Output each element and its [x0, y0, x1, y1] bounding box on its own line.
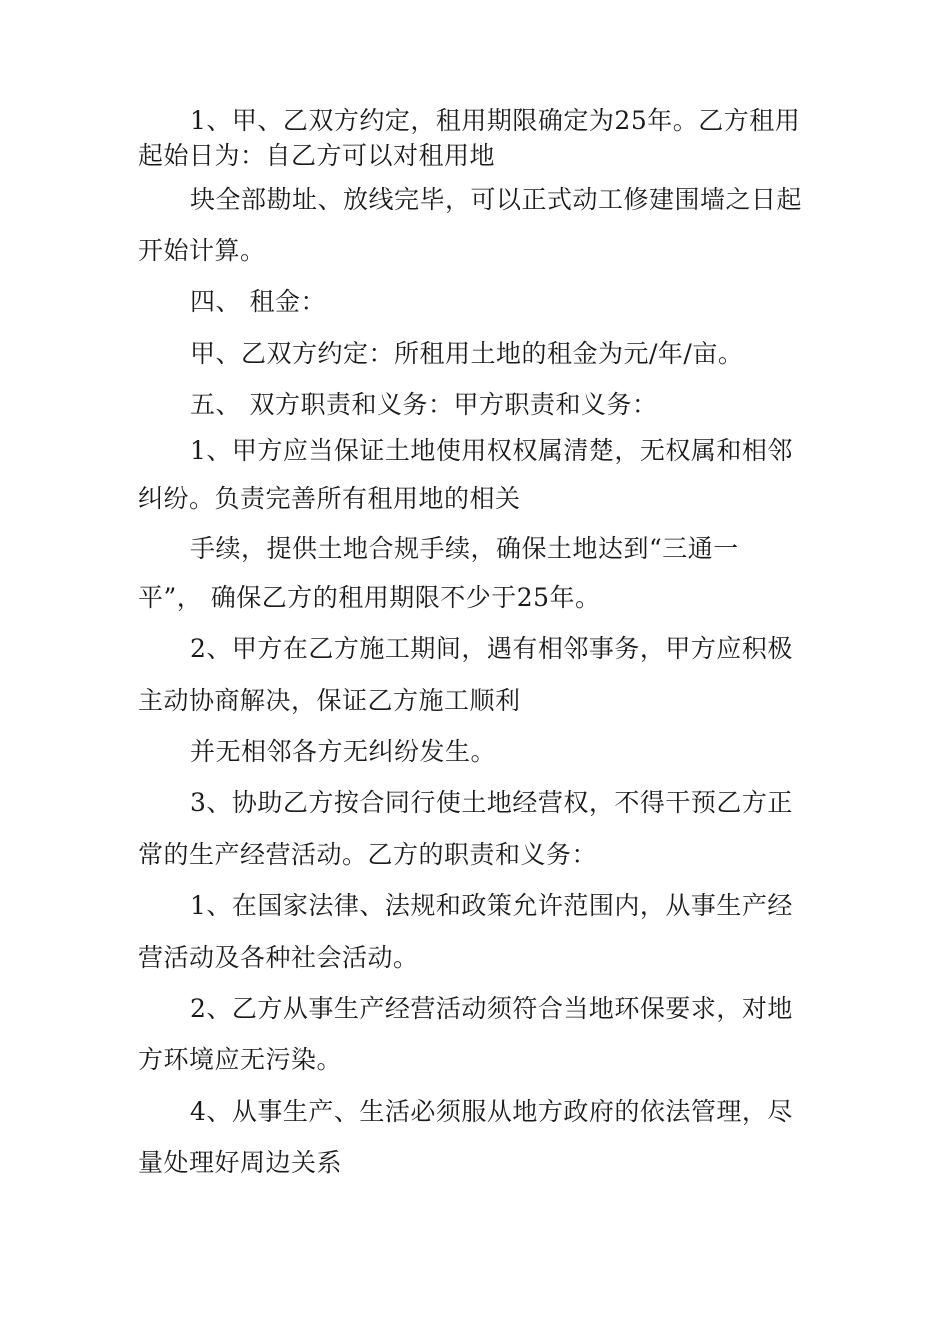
text-line: 量处理好周边关系: [138, 1148, 343, 1177]
text-line: 方环境应无污染。: [138, 1045, 343, 1074]
text-line: 1、甲方应当保证土地使用权权属清楚，无权属和相邻: [190, 436, 793, 465]
text-line: 开始计算。: [138, 236, 266, 265]
text-line: 纠纷。负责完善所有租用地的相关: [138, 484, 521, 513]
section-heading: 五、 双方职责和义务：甲方职责和义务：: [190, 390, 658, 419]
text-line: 块全部勘址、放线完毕，可以正式动工修建围墙之日起: [190, 185, 803, 214]
text-line: 手续，提供土地合规手续，确保土地达到“三通一: [190, 534, 739, 563]
text-line: 2、乙方从事生产经营活动须符合当地环保要求，对地: [190, 994, 793, 1023]
text-line: 2、甲方在乙方施工期间，遇有相邻事务，甲方应积极: [190, 634, 793, 663]
text-line: 营活动及各种社会活动。: [138, 943, 419, 972]
text-line: 4、从事生产、生活必须服从地方政府的依法管理，尽: [190, 1097, 793, 1126]
text-line: 1、在国家法律、法规和政策允许范围内，从事生产经: [190, 891, 793, 920]
text-line: 甲、乙双方约定：所租用土地的租金为元/年/亩。: [190, 339, 744, 368]
text-line: 平”， 确保乙方的租用期限不少于25年。: [138, 583, 601, 612]
section-heading: 四、 租金：: [190, 287, 326, 316]
text-line: 常的生产经营活动。乙方的职责和义务：: [138, 840, 598, 869]
text-line: 主动协商解决，保证乙方施工顺利: [138, 686, 521, 715]
text-line: 并无相邻各方无纠纷发生。: [190, 737, 497, 766]
text-line: 3、协助乙方按合同行使土地经营权，不得干预乙方正: [190, 788, 793, 817]
text-line: 1、甲、乙双方约定，租用期限确定为25年。乙方租用: [190, 106, 801, 135]
text-line: 起始日为：自乙方可以对租用地: [138, 141, 496, 170]
